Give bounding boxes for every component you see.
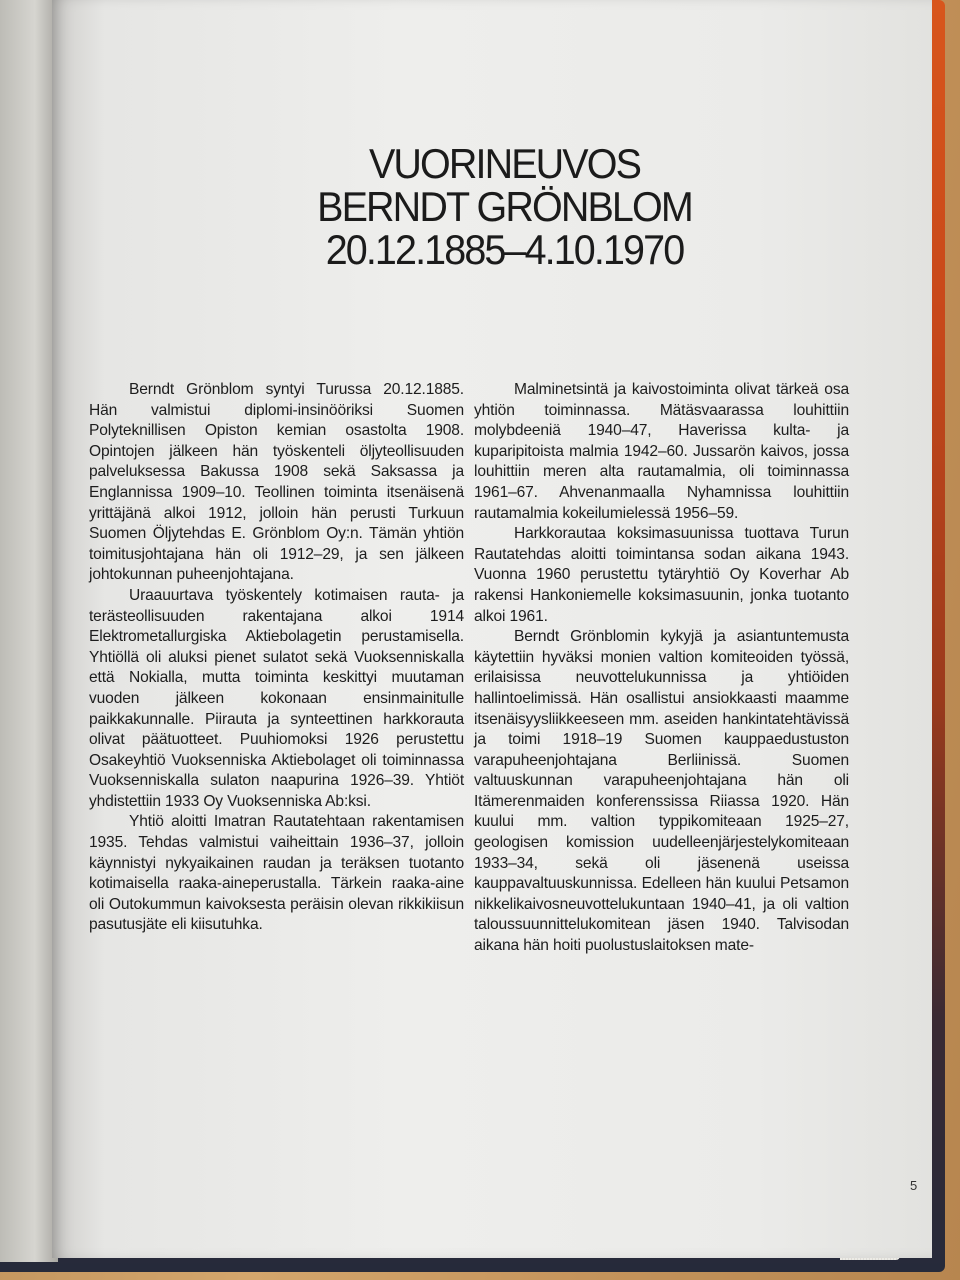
paragraph: Malminetsintä ja kaivostoiminta olivat tärkeä osa yhtiön toiminnassa. Mätäsvaarassa louhittiin molybdeeniä 1940–47, Haverissa kulta- ja kuparipitoista malmia 1942–60. Jussarön kaivos, jossa louhittiin meren alta rautamalmia, oli toiminnassa 1961–67. Ahvenanmaalla Nyhamnissa louhittiin rautamalmia kokeilumielessä 1956–59.	[474, 381, 849, 522]
title-line-2: BERNDT GRÖNBLOM	[317, 183, 692, 230]
paragraph: Uraauurtava työskentely kotimaisen rauta- ja terästeollisuuden rakentajana alkoi 1914 Elektrometallurgiska Aktiebolagetin perustamisella. Yhtiöllä oli aluksi pienet sulatot sekä Vuoksenniskalla että Nokialla, mutta toiminta keskittyi muutaman vuoden jälkeen kokonaan ensinmainitulle paikkakunnalle. Piirauta ja synteettinen harkkorauta olivat päätuotteet. Puuhiomoksi 1926 perustettu Osakeyhtiö Vuoksenniska Aktiebolaget oli toiminnassa Vuoksenniskalla sulaton naapurina 1926–39. Yhtiöt yhdistettiin 1933 Oy Vuoksenniska Ab:ksi.	[89, 586, 464, 810]
page-number: 5	[910, 1178, 918, 1193]
paragraph: Harkkorautaa koksimasuunissa tuottava Turun Rautatehdas aloitti toimintansa sodan aikana 1943. Vuonna 1960 perustettu tytäryhtiö Oy Koverhar Ab rakensi Hankoniemelle koksimasuunin, jonka tuotanto alkoi 1961.	[474, 525, 849, 625]
paragraph: Berndt Grönblomin kykyjä ja asiantuntemusta käytettiin hyväksi monien valtion komiteoiden työssä, erilaisissa neuvottelukunnissa ja yhtiöiden hallintoelimissä. Hän osallistui ansiokkaasti maamme itsenäisyysliikkeeseen mm. aseiden hankintatehtävissä ja toimi 1918–19 Suomen kauppaedustuston varapuheenjohtajana Berliinissä. Suomen valtuuskunnan varapuheenjohtajana hän oli Itämerenmaiden konferenssissa Riiassa 1920. Hän kuului mm. valtion typpikomiteaan 1925–27, geologisen komission uudelleenjärjestelykomiteaan 1933–34, sekä oli jäsenenä useissa kauppavaltuuskunnissa. Edelleen hän kuului Petsamon nikkelikaivosneuvottelukuntaan 1940–41, ja oli valtion taloussuunnittelukomitean jäsen 1940. Talvisodan aikana hän hoiti puolustuslaitoksen mate-	[474, 628, 849, 955]
page-title	[252, 142, 757, 271]
title-line-1: VUORINEUVOS	[368, 140, 641, 187]
right-text-column	[474, 380, 849, 957]
left-page-edge	[0, 0, 58, 1262]
title-line-3: 20.12.1885–4.10.1970	[325, 226, 684, 273]
paragraph: Berndt Grönblom syntyi Turussa 20.12.1885. Hän valmistui diplomi-insinööriksi Suomen Polyteknillisen Opiston kemian osastolta 1908. Opintojen jälkeen hän työskenteli öljyteollisuuden palveluksessa Bakussa 1908 sekä Saksassa ja Englannissa 1909–10. Teollinen toiminta itsenäisenä yrittäjänä alkoi 1912, jolloin hän perusti Turkuun Suomen Öljytehdas E. Grönblom Oy:n. Tämän yhtiön toimitusjohtajana hän oli 1912–29, ja sen jälkeen johtokunnan puheenjohtajana.	[89, 381, 464, 584]
book-page	[52, 0, 932, 1258]
paragraph: Yhtiö aloitti Imatran Rautatehtaan rakentamisen 1935. Tehdas valmistui vaiheittain 1936–37, jolloin käynnistyi nykyaikainen raudan ja teräksen tuotanto kotimaisella raaka-aineperustalla. Tärkein raaka-aine oli Outokummun kaivoksesta peräisin olevan rikkikiisun pasutusjäte eli kiisutuhka.	[89, 813, 464, 934]
left-text-column	[89, 380, 464, 936]
